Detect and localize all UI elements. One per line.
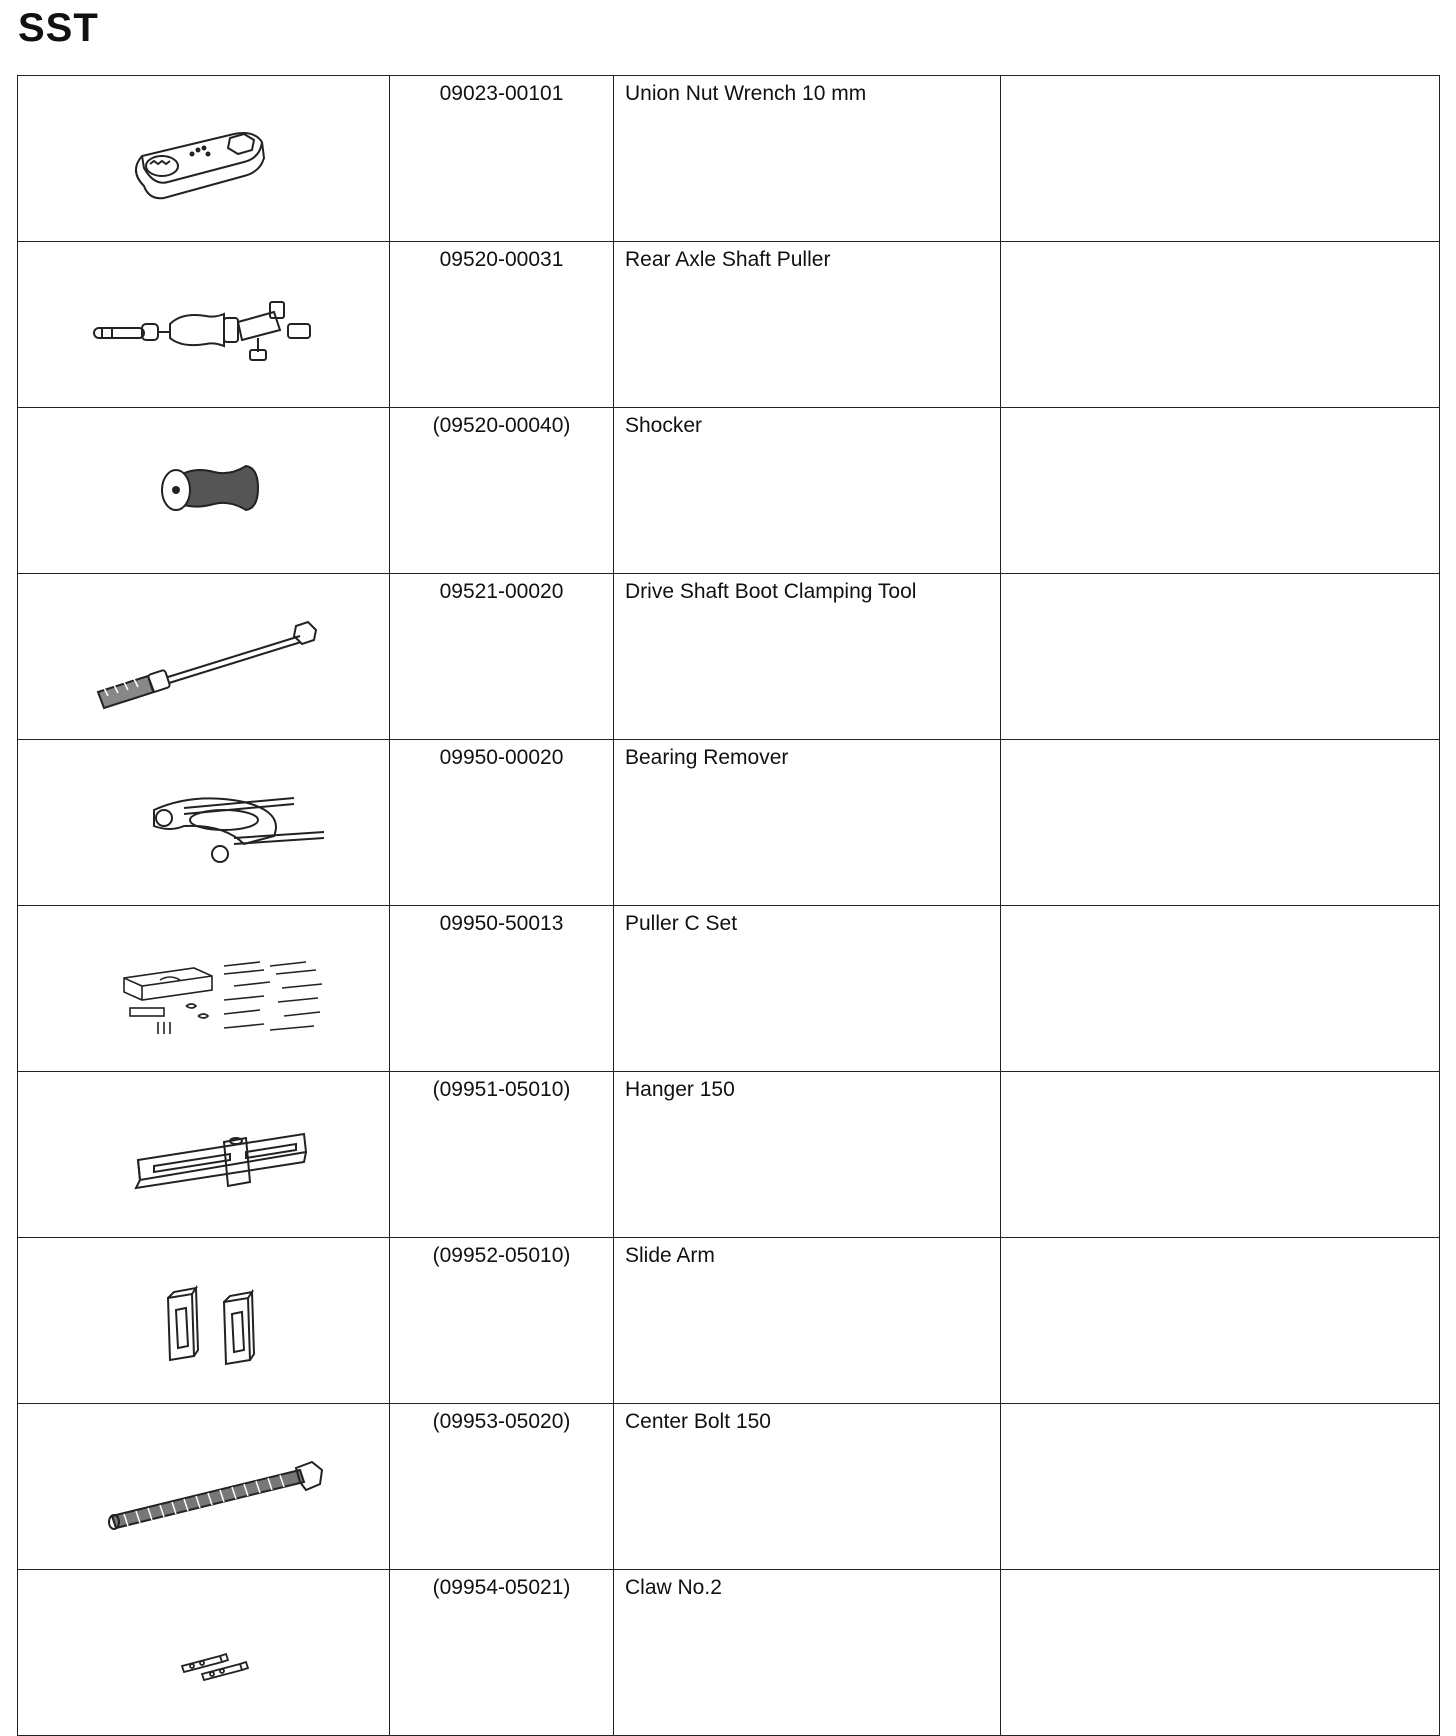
- tool-name: Union Nut Wrench 10 mm: [614, 76, 1001, 242]
- part-number: (09953-05020): [390, 1404, 614, 1570]
- puller-set-icon: [74, 906, 334, 1046]
- tool-note: [1001, 76, 1440, 242]
- tool-name: Slide Arm: [614, 1238, 1001, 1404]
- table-row: [18, 1072, 1440, 1238]
- bearing-remover-icon: [74, 740, 334, 880]
- tool-note: [1001, 242, 1440, 408]
- table-row: [18, 1570, 1440, 1736]
- center-bolt-icon: [74, 1404, 334, 1544]
- tool-illustration-cell: [18, 574, 390, 740]
- union-nut-wrench-icon: [84, 76, 324, 216]
- claw-icon: [84, 1570, 324, 1710]
- axle-shaft-puller-icon: [74, 242, 334, 382]
- tool-name: Puller C Set: [614, 906, 1001, 1072]
- tool-illustration-cell: [18, 1404, 390, 1570]
- tool-illustration-cell: [18, 1570, 390, 1736]
- part-number: 09950-50013: [390, 906, 614, 1072]
- part-number: (09952-05010): [390, 1238, 614, 1404]
- tool-note: [1001, 1238, 1440, 1404]
- part-number: 09521-00020: [390, 574, 614, 740]
- page-title: SST: [18, 6, 99, 50]
- shocker-icon: [84, 408, 324, 548]
- tool-note: [1001, 740, 1440, 906]
- tool-name: Center Bolt 150: [614, 1404, 1001, 1570]
- hanger-icon: [74, 1072, 334, 1212]
- tool-note: [1001, 906, 1440, 1072]
- tool-illustration-cell: [18, 408, 390, 574]
- table-row: [18, 906, 1440, 1072]
- tool-illustration-cell: [18, 1238, 390, 1404]
- part-number: (09520-00040): [390, 408, 614, 574]
- tool-name: Drive Shaft Boot Clamping Tool: [614, 574, 1001, 740]
- table-row: [18, 740, 1440, 906]
- part-number: 09950-00020: [390, 740, 614, 906]
- tool-note: [1001, 574, 1440, 740]
- part-number: 09520-00031: [390, 242, 614, 408]
- tool-name: Rear Axle Shaft Puller: [614, 242, 1001, 408]
- tool-note: [1001, 408, 1440, 574]
- tool-name: Claw No.2: [614, 1570, 1001, 1736]
- boot-clamping-tool-icon: [74, 574, 334, 714]
- slide-arm-icon: [84, 1238, 324, 1378]
- tool-illustration-cell: [18, 76, 390, 242]
- table-row: [18, 408, 1440, 574]
- table-row: [18, 1404, 1440, 1570]
- tool-note: [1001, 1072, 1440, 1238]
- part-number: 09023-00101: [390, 76, 614, 242]
- table-row: [18, 1238, 1440, 1404]
- tool-illustration-cell: [18, 242, 390, 408]
- tool-note: [1001, 1404, 1440, 1570]
- tool-note: [1001, 1570, 1440, 1736]
- tool-name: Shocker: [614, 408, 1001, 574]
- tool-name: Hanger 150: [614, 1072, 1001, 1238]
- tool-name: Bearing Remover: [614, 740, 1001, 906]
- table-row: [18, 574, 1440, 740]
- tool-illustration-cell: [18, 1072, 390, 1238]
- tool-illustration-cell: [18, 740, 390, 906]
- part-number: (09954-05021): [390, 1570, 614, 1736]
- part-number: (09951-05010): [390, 1072, 614, 1238]
- tool-illustration-cell: [18, 906, 390, 1072]
- table-row: [18, 242, 1440, 408]
- sst-table: [17, 75, 1440, 1736]
- table-row: [18, 76, 1440, 242]
